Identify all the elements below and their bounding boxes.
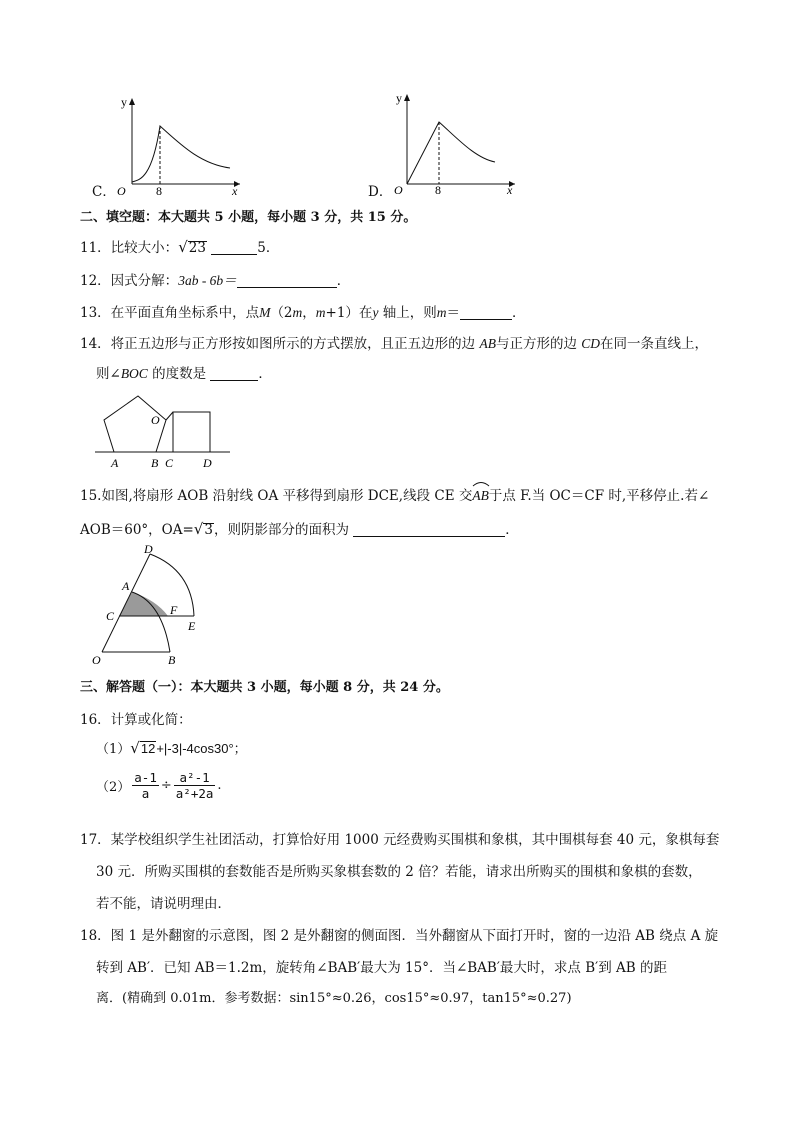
question-16-part-1 [96,738,247,757]
arc-icon [472,481,490,487]
q15-radicand: 3 [204,522,213,538]
q15-figure [88,540,208,668]
question-15-line-2 [80,518,519,538]
q16-fraction-2 [174,770,216,801]
q13-text: ＝ [446,305,460,321]
sqrt-icon: √ [178,238,188,256]
graph-d-y-label: y [396,91,402,105]
q14-label-c: C [165,456,174,470]
q12-suffix: ． [336,273,351,289]
graph-c-origin: O [117,184,126,196]
q13-text: 13．在平面直角坐标系中，点 [80,305,260,321]
q13-text: 轴上，则 [378,305,437,321]
q14-text: 的度数是 [147,366,211,382]
q13-text: +1）在 [325,305,373,321]
fraction-denominator: a²+2a [175,786,214,801]
question-18-line-3: 离．(精确到 0.01m．参考数据：sin15°≈0.26，cos15°≈0.97，tan15°≈0.27) [96,991,572,1006]
question-16-part-2 [96,770,222,801]
fraction-denominator: a [141,786,150,801]
q14-text: 与正方形的边 [495,336,582,352]
q15-arc-ab [472,486,489,504]
q15-text: 15.如图,将扇形 AOB 沿射线 OA 平移得到扇形 DCE,线段 CE 交 [80,488,473,504]
q14-label-o: O [151,413,160,427]
q12-blank [237,273,337,288]
q15-text: ，则阴影部分的面积为 [213,522,354,538]
question-17-line-1: 17．某学校组织学生社团活动，打算恰好用 1000 元经费购买围棋和象棋，其中围棋每套 40 元，象棋每套 [80,832,720,848]
q15-text: AOB＝60°，OA= [80,522,194,538]
sqrt-icon: √ [193,520,204,538]
q15-label-f: F [170,603,178,617]
section-2-title: 二、填空题：本大题共 5 小题，每小题 3 分，共 15 分。 [80,210,417,225]
q14-label-d: D [203,456,212,470]
q14-boc: BOC [120,366,148,381]
q16-part-2-label: （2） [96,780,131,795]
q15-text: 于点 F.当 OC＝CF 时,平移停止.若∠ [488,488,710,504]
q11-suffix: 5． [257,240,280,256]
q13-var-m: m [292,305,303,320]
q15-text: ． [505,522,519,538]
q13-point-m: M [259,305,271,320]
q14-cd: CD [581,336,601,351]
q15-label-b: B [168,653,176,667]
q13-text: （2 [270,305,293,321]
q13-blank [460,305,512,320]
q16-end: . [217,778,222,793]
q11-prefix: 11．比较大小： [80,240,179,256]
q16-radicand: 12 [140,741,156,756]
graph-c-tick-8: 8 [156,184,162,196]
question-11 [80,236,279,256]
q15-blank [353,522,505,537]
option-d-label: D． [368,184,393,200]
q14-label-b: B [151,456,159,470]
question-18-line-1: 18．图 1 是外翻窗的示意图，图 2 是外翻窗的侧面图．当外翻窗从下面打开时，窗的一边沿 AB 绕点 A 旋 [80,928,719,944]
graph-c [110,92,250,196]
q14-text: 在同一条直线上， [600,336,709,352]
question-13 [80,301,525,321]
question-17-line-3: 若不能，请说明理由． [96,896,231,912]
section-3-title: 三、解答题（一）：本大题共 3 小题，每小题 8 分，共 24 分。 [80,680,449,695]
graph-c-x-label: x [232,184,238,196]
q13-var-m: m [436,305,447,320]
option-c-label: C． [92,184,116,200]
graph-d-tick-8: 8 [435,183,441,196]
q15-label-o: O [92,653,101,667]
q11-radicand: 23 [188,240,206,256]
q15-label-e: E [188,619,196,633]
q16-part-1-label: （1） [96,742,131,757]
q13-suffix: ． [511,305,526,321]
q15-arc-label: AB [472,488,489,503]
q14-figure [95,384,235,472]
q14-text: 14．将正五边形与正方形按如图所示的方式摆放，且正五边形的边 [80,336,480,352]
q14-text: 则∠ [96,366,121,382]
question-17-line-2: 30 元．所购买围棋的套数能否是所购买象棋套数的 2 倍？若能，请求出所购买的围棋和象棋的套数， [96,864,702,880]
q15-label-c: C [106,609,115,623]
q11-blank [211,240,257,255]
question-16-title: 16．计算或化简： [80,712,192,728]
q14-ab: AB [479,336,496,351]
q14-label-a: A [111,456,119,470]
divide-sign: ÷ [160,778,172,793]
graph-d-x-label: x [507,183,513,196]
sqrt-icon: √ [130,739,140,757]
q16-fraction-1 [132,770,159,801]
question-15-line-1 [80,484,709,504]
q12-expr: 3ab - 6b＝ [178,273,237,288]
graph-d-origin: O [394,183,403,196]
question-14-line-1 [80,332,708,352]
q15-label-a: A [122,579,130,593]
graph-d [385,88,525,196]
q12-prefix: 12．因式分解： [80,273,179,289]
graph-c-y-label: y [121,95,127,109]
q14-blank [210,366,258,381]
question-12 [80,269,350,289]
q16-part-1-expr: +|-3|-4cos30°； [156,741,247,756]
question-14-line-2 [96,362,272,382]
q15-label-d: D [144,542,153,556]
fraction-numerator: a-1 [134,770,157,785]
fraction-numerator: a²-1 [174,770,216,786]
q13-var-y: y [372,305,379,320]
q13-var-m: m [315,305,326,320]
q14-text: ． [258,366,272,382]
question-18-line-2: 转到 AB′．已知 AB＝1.2m，旋转角∠BAB′最大为 15°．当∠BAB′最大时，求点 B′到 AB 的距 [96,960,667,976]
q13-text: ， [302,305,316,321]
